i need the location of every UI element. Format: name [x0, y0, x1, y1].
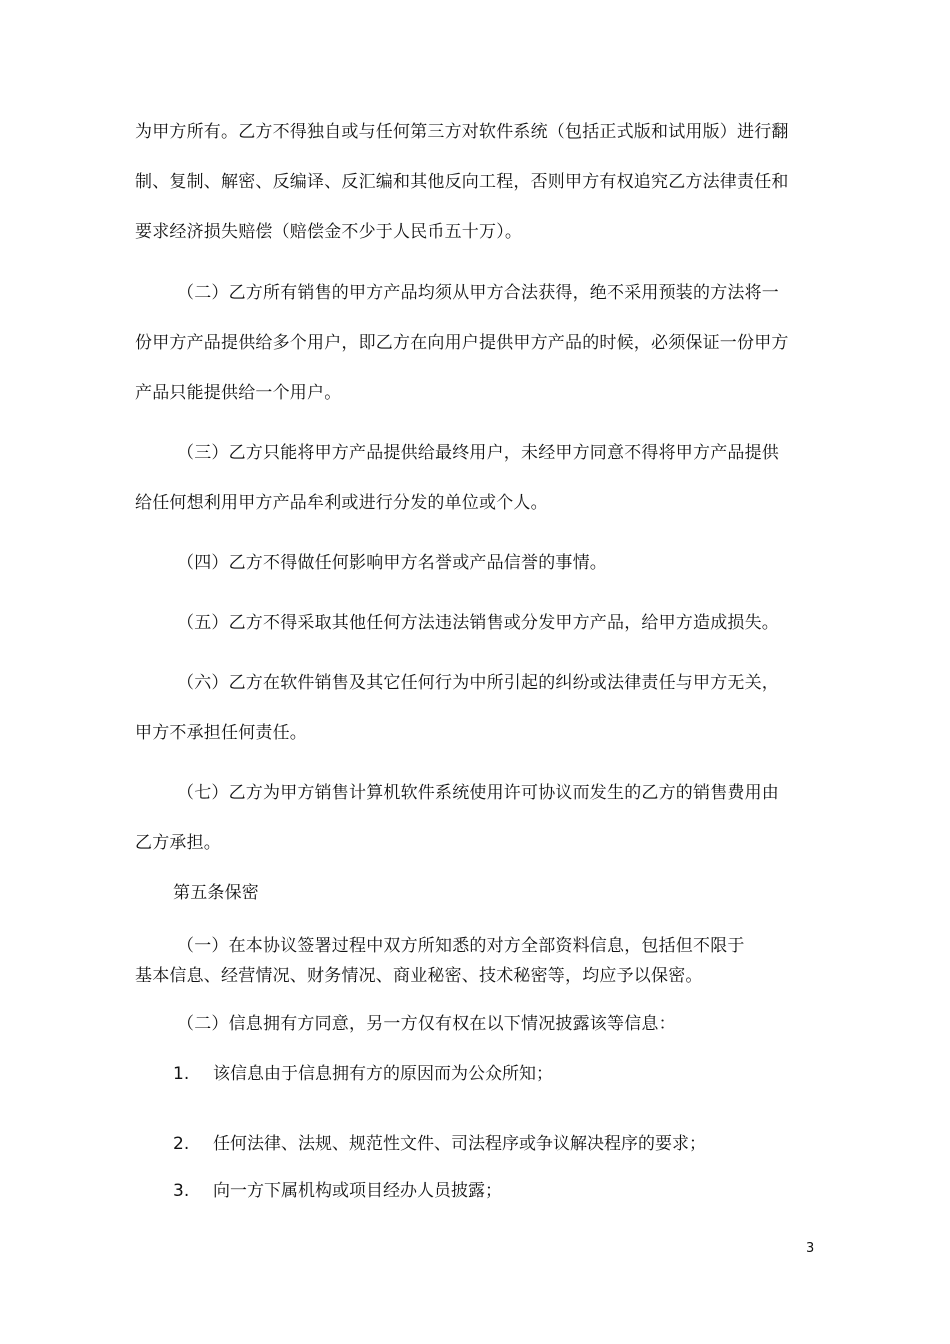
list-item-number: 1.: [173, 1064, 190, 1084]
text-line: 制、复制、解密、反编译、反汇编和其他反向工程，否则甲方有权追究乙方法律责任和: [135, 172, 789, 192]
text-line: （四）乙方不得做任何影响甲方名誉或产品信誉的事情。: [177, 553, 607, 573]
text-line: 基本信息、经营情况、财务情况、商业秘密、技术秘密等，均应予以保密。: [135, 966, 703, 986]
text-line: 为甲方所有。乙方不得独自或与任何第三方对软件系统（包括正式版和试用版）进行翻: [135, 122, 789, 142]
text-line: 给任何想利用甲方产品牟利或进行分发的单位或个人。: [135, 493, 548, 513]
list-item: [173, 1133, 706, 1155]
text-line: （二）乙方所有销售的甲方产品均须从甲方合法获得，绝不采用预装的方法将一: [177, 283, 779, 303]
list-item: [173, 1063, 553, 1085]
text-line: 产品只能提供给一个用户。: [135, 383, 342, 403]
list-item-text: 任何法律、法规、规范性文件、司法程序或争议解决程序的要求；: [213, 1134, 706, 1154]
text-line: （三）乙方只能将甲方产品提供给最终用户，未经甲方同意不得将甲方产品提供: [177, 443, 779, 463]
list-item-number: 2.: [173, 1134, 190, 1154]
page-number: 3: [806, 1241, 815, 1256]
text-line: （六）乙方在软件销售及其它任何行为中所引起的纠纷或法律责任与甲方无关，: [177, 673, 779, 693]
list-item: [173, 1180, 502, 1202]
section-heading: 第五条保密: [173, 883, 259, 903]
text-line: （一）在本协议签署过程中双方所知悉的对方全部资料信息，包括但不限于: [177, 936, 745, 956]
text-line: （二）信息拥有方同意，另一方仅有权在以下情况披露该等信息：: [177, 1014, 676, 1034]
text-line: 乙方承担。: [135, 833, 221, 853]
text-line: 甲方不承担任何责任。: [135, 723, 307, 743]
text-line: 份甲方产品提供给多个用户，即乙方在向用户提供甲方产品的时候，必须保证一份甲方: [135, 333, 789, 353]
text-line: （五）乙方不得采取其他任何方法违法销售或分发甲方产品，给甲方造成损失。: [177, 613, 779, 633]
text-line: （七）乙方为甲方销售计算机软件系统使用许可协议而发生的乙方的销售费用由: [177, 783, 779, 803]
text-line: 要求经济损失赔偿（赔偿金不少于人民币五十万）。: [135, 222, 523, 242]
list-item-text: 该信息由于信息拥有方的原因而为公众所知；: [213, 1064, 553, 1084]
list-item-text: 向一方下属机构或项目经办人员披露；: [213, 1181, 502, 1201]
list-item-number: 3.: [173, 1181, 190, 1201]
